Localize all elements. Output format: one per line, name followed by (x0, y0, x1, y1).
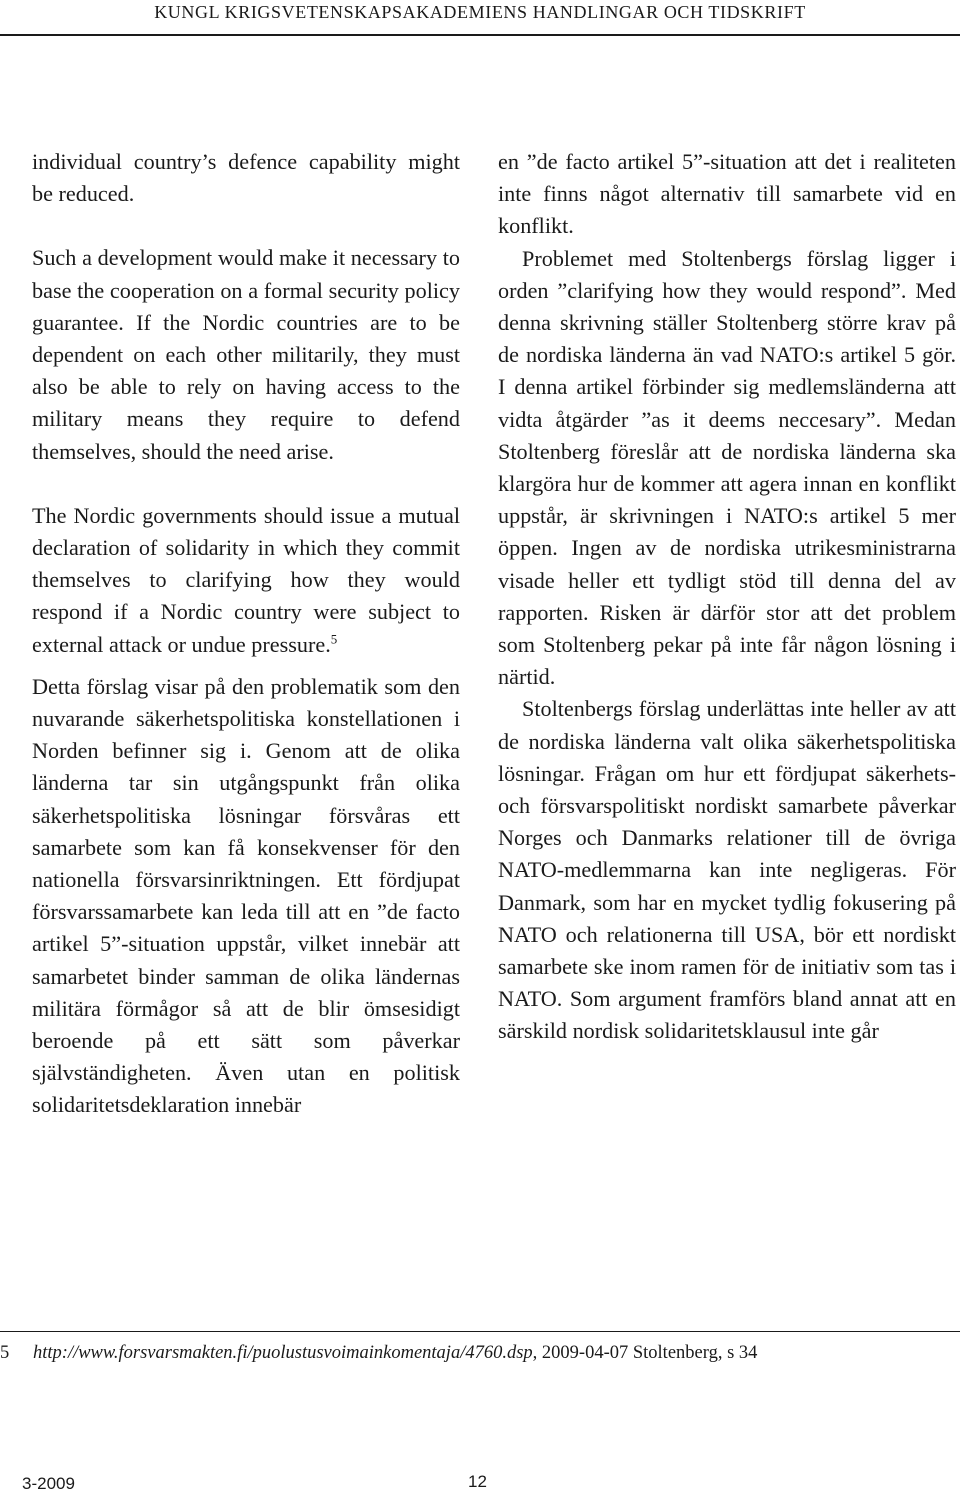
body-paragraph-3: Problemet med Stoltenbergs förslag ligger i orden ”clarifying how they would respond”. Med denna skrivning ställer Stoltenberg större krav på de nordiska länderna än vad NATO:s artikel 5 gör. I denna artikel förbinder sig medlemsländerna att vidta åtgärder ”as it deems neccesary”. Medan Stoltenberg föreslår att de nordiska länderna ska klargöra hur de kommer att agera innan en konflikt uppstår, är skrivningen i NATO:s artikel 5 mer öppen. Ingen av de nordiska utrikesministrarna visade heller ett tydligt stöd till denna del av rapporten. Risken är därför stor att det problem som Stoltenberg pekar på inte får någon lösning i närtid. (498, 245, 956, 690)
header-divider (0, 34, 960, 36)
quote-paragraph-3 (32, 500, 460, 661)
footnote-text: , 2009-04-07 Stoltenberg, s 34 (532, 1343, 758, 1363)
footnote-number: 5 (0, 1343, 10, 1363)
footnote-divider (0, 1331, 960, 1332)
quote-paragraph-2: Such a development would make it necessary to base the cooperation on a formal security policy guarantee. If the Nordic countries are to be dependent on each other militarily, they must also be able to rely on having access to the military means they require to defend themselves, should the need arise. (32, 245, 460, 464)
body-paragraph-2: en ”de facto artikel 5”-situation att det i realiteten inte finns något alternativ till samarbete vid en konflikt. (498, 149, 956, 239)
left-column (32, 146, 460, 1122)
page-number: 12 (468, 1472, 487, 1491)
body-paragraph-4: Stoltenbergs förslag underlättas inte heller av att de nordiska länderna valt olika säkerhetspolitiska lösningar. Frågan om hur ett fördjupat säkerhets- och försvarspolitiskt nordiskt samarbete påverkar Norges och Danmarks relationer till de övriga NATO-medlemmarna kan inte negligeras. För Danmark, som har en mycket tydlig fokusering på NATO och relationerna till USA, bör ett nordiskt samarbete ske inom ramen för de initiativ som tas i NATO. Som argument framförs bland annat att en särskild nordisk solidaritetsklausul inte går (498, 696, 956, 1044)
footnote-reference: 5 (330, 631, 338, 647)
body-paragraph-1: Detta förslag visar på den problematik som den nuvarande säkerhetspolitiska konstellationen i Norden befinner sig i. Genom att de olika länderna tar sin utgångspunkt från olika säkerhetspolitiska lösningar försvåras ett samarbete som kan få konsekvenser för den nationella försvarsinriktningen. Ett fördjupat försvarssamarbete kan leda till att en ”de facto artikel 5”-situation uppstår, vilket innebär att samarbetet binder samman de olika ländernas militära förmågor så att de blir ömsesidigt beroende på ett sätt som påverkar självständigheten. Även utan en politisk solidaritetsdeklaration innebär (32, 673, 460, 1118)
running-header: KUNGL KRIGSVETENSKAPSAKADEMIENS HANDLINGAR OCH TIDSKRIFT (154, 2, 806, 22)
right-column (498, 146, 956, 1048)
footnote (0, 1343, 757, 1364)
issue-label: 3-2009 (22, 1474, 75, 1493)
quote-paragraph-1: individual country’s defence capability might be reduced. (32, 149, 460, 207)
quote-paragraph-3-text: The Nordic governments should issue a mutual declaration of solidarity in which they commit themselves to clarifying how they would respond if a Nordic country were subject to external attack or undue pressure. (32, 502, 460, 657)
footnote-link[interactable]: http://www.forsvarsmakten.fi/puolustusvoimainkomentaja/4760.dsp (33, 1343, 533, 1363)
